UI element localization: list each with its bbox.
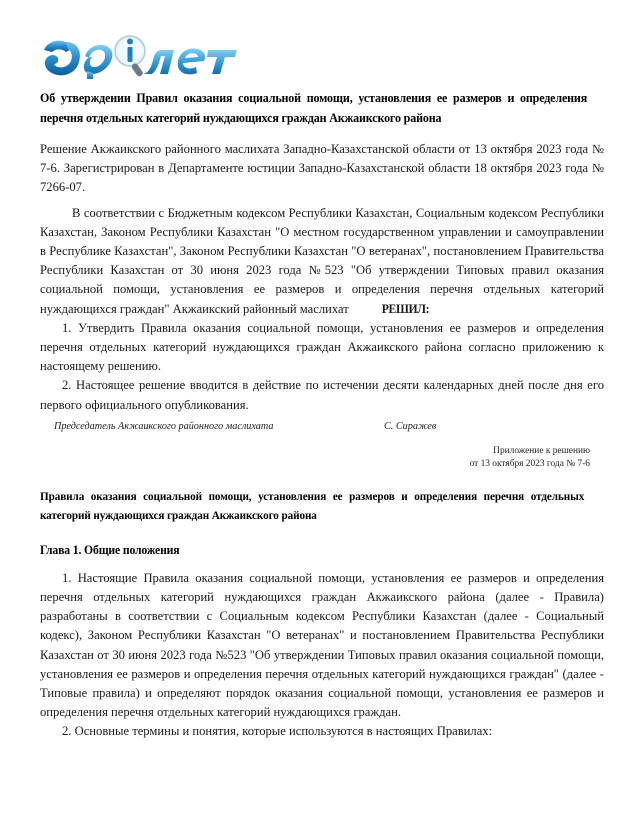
chapter-paragraph-1: 1. Настоящие Правила оказания социальной помощи, установления ее размеров и определения перечня отдельных категорий нуждающихся граждан Акжаикского района (далее - Правила) разработаны в соответствии с Социальным кодексом Республики Казахстан (далее - Социальный кодекс), Законом Республики Казахстан "О ветеранах" и постановлением Правительства Республики Казахстан от 30 июня 2023 года №523 "Об утверждении Типовых правил оказания социальной помощи, установления ее размеров и определения перечня отдельных категорий нуждающихся граждан" (далее - Типовые правила) и определяют порядок оказания социальной помощи, установления ее размеров и определения перечня отдельных категорий нуждающихся граждан. — [40, 570, 604, 720]
decision-item-1: 1. Утвердить Правила оказания социальной помощи, установления ее размеров и определения перечня отдельных категорий нуждающихся граждан Акжаикского района согласно приложению к настоящему решению. — [40, 320, 604, 374]
decision-item-2: 2. Настоящее решение вводится в действие по истечении десяти календарных дней после дня его первого официального опубликования. — [40, 378, 604, 412]
rules-title: Правила оказания социальной помощи, установления ее размеров и определения перечня отдельных категорий нуждающихся граждан Акжаикского района — [40, 489, 585, 522]
adilet-logo-svg — [38, 30, 248, 86]
appendix-line-2: от 13 октября 2023 года № 7-6 — [469, 458, 590, 469]
logo-letter-ae — [44, 41, 80, 76]
signature-row — [40, 421, 604, 437]
appendix-reference — [40, 445, 604, 471]
logo-letter-de — [84, 45, 113, 79]
signature-position: Председатель Акжаикского районного маслихата — [54, 420, 274, 432]
preamble-paragraph — [40, 204, 604, 319]
appendix-line-1: Приложение к решению — [493, 445, 590, 456]
adilet-logo[interactable] — [38, 30, 248, 86]
preamble-text: В соответствии с Бюджетным кодексом Республики Казахстан, Социальным кодексом Республики Казахстан, Законом Республики Казахстан "О местном государственном управлении и самоуправлении в Республике Казахстан", Законом Республики Казахстан "О ветеранах", постановлением Правительства Республики Казахстан от 30 июня 2023 года №523 "Об утверждении Типовых правил оказания социальной помощи, установления ее размеров и определения перечня отдельных категорий нуждающихся граждан" Акжаикский районный маслихат — [40, 205, 604, 316]
document-body — [40, 88, 604, 742]
chapter-title: Глава 1. Общие положения — [40, 542, 180, 557]
decision-word: РЕШИЛ: — [381, 301, 430, 316]
chapter-paragraph-2: 2. Основные термины и понятия, которые используются в настоящих Правилах: — [62, 724, 493, 739]
registration-paragraph: Решение Акжаикского районного маслихата Западно-Казахстанской области от 13 октября 2023 года № 7-6. Зарегистрирован в Департаменте юстиции Западно-Казахстанской области 18 октября 2023 года № 7266-07. — [40, 142, 604, 195]
signature-name: С. Сиражев — [384, 420, 437, 432]
logo-letters-let — [142, 49, 237, 75]
magnifier-i-icon — [115, 36, 145, 77]
page-title: Об утверждении Правил оказания социальной помощи, установления ее размеров и определения перечня отдельных категорий нуждающихся граждан Акжаикского района — [40, 91, 588, 125]
